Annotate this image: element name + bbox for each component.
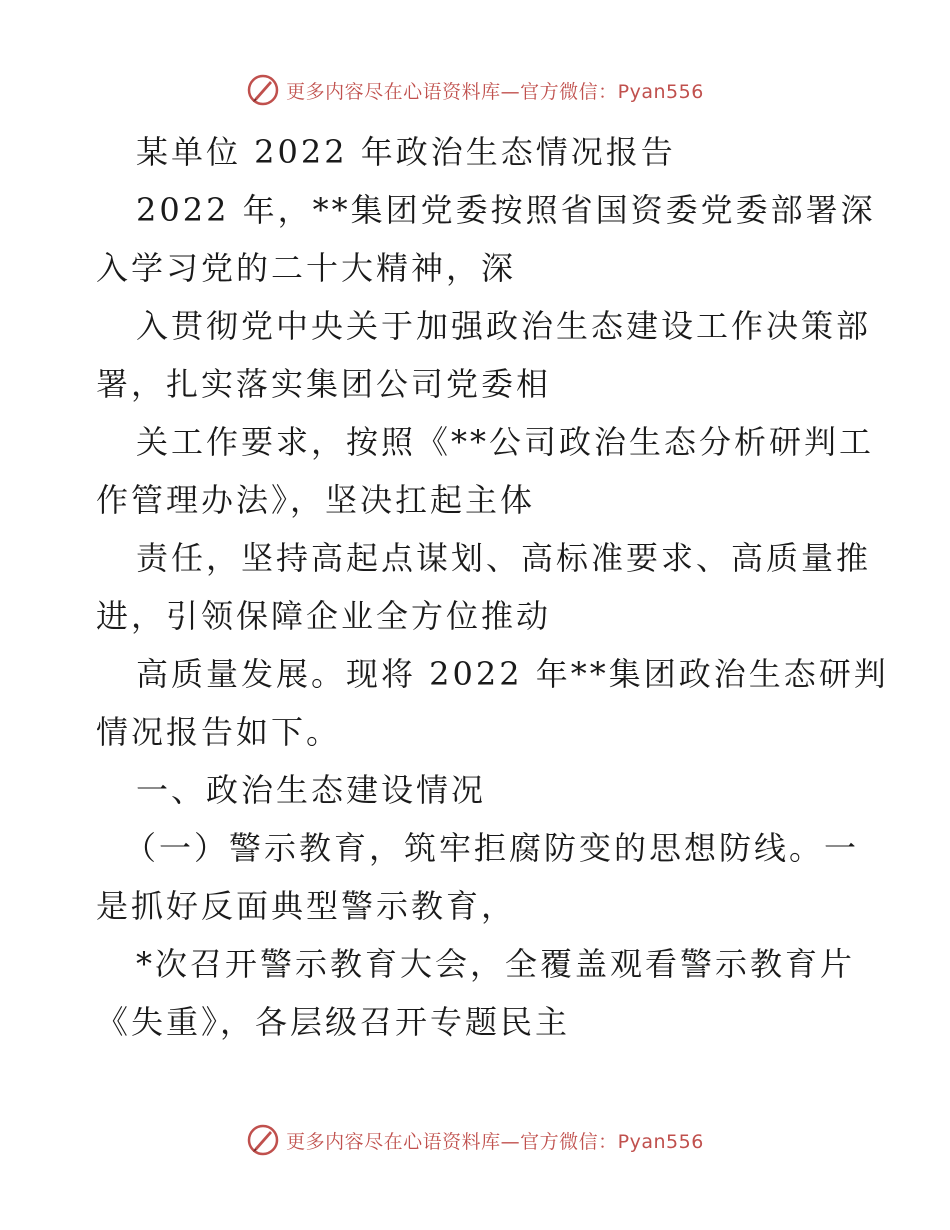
paragraph-line: 情况报告如下。 (96, 713, 342, 751)
paragraph-line: 关工作要求，按照《**公司政治生态分析研判工 (136, 423, 875, 461)
document-title: 某单位 2022 年政治生态情况报告 (136, 133, 676, 171)
paragraph-line: 2022 年，**集团党委按照省国资委党委部署深 (136, 191, 876, 229)
paragraph-line: 入贯彻党中央关于加强政治生态建设工作决策部 (136, 307, 872, 345)
footer-banner-text: 更多内容尽在心语资料库—官方微信：Pyan556 (286, 1130, 704, 1153)
document-body (96, 123, 889, 1051)
paragraph-line: 入学习党的二十大精神，深 (96, 249, 517, 287)
paragraph-line: 责任，坚持高起点谋划、高标准要求、高质量推 (136, 539, 872, 577)
paragraph-line: 进，引领保障企业全方位推动 (96, 597, 552, 635)
paragraph-line: *次召开警示教育大会，全覆盖观看警示教育片 (136, 945, 856, 983)
paragraph-line: 《失重》，各层级召开专题民主 (96, 1003, 571, 1041)
paragraph-line: 高质量发展。现将 2022 年**集团政治生态研判 (136, 655, 889, 693)
paragraph-line: 署，扎实落实集团公司党委相 (96, 365, 552, 403)
paragraph-line: 作管理办法》，坚决扛起主体 (96, 481, 536, 519)
header-banner (0, 70, 950, 110)
subsection-heading: （一）警示教育，筑牢拒腐防变的思想防线。一 (124, 829, 860, 867)
pen-feather-logo (246, 73, 280, 107)
footer-banner (0, 1120, 950, 1160)
section-heading: 一、政治生态建设情况 (136, 771, 487, 809)
pen-feather-logo (246, 1123, 280, 1157)
header-banner-text: 更多内容尽在心语资料库—官方微信：Pyan556 (286, 80, 704, 103)
paragraph-line: 是抓好反面典型警示教育， (96, 887, 517, 925)
